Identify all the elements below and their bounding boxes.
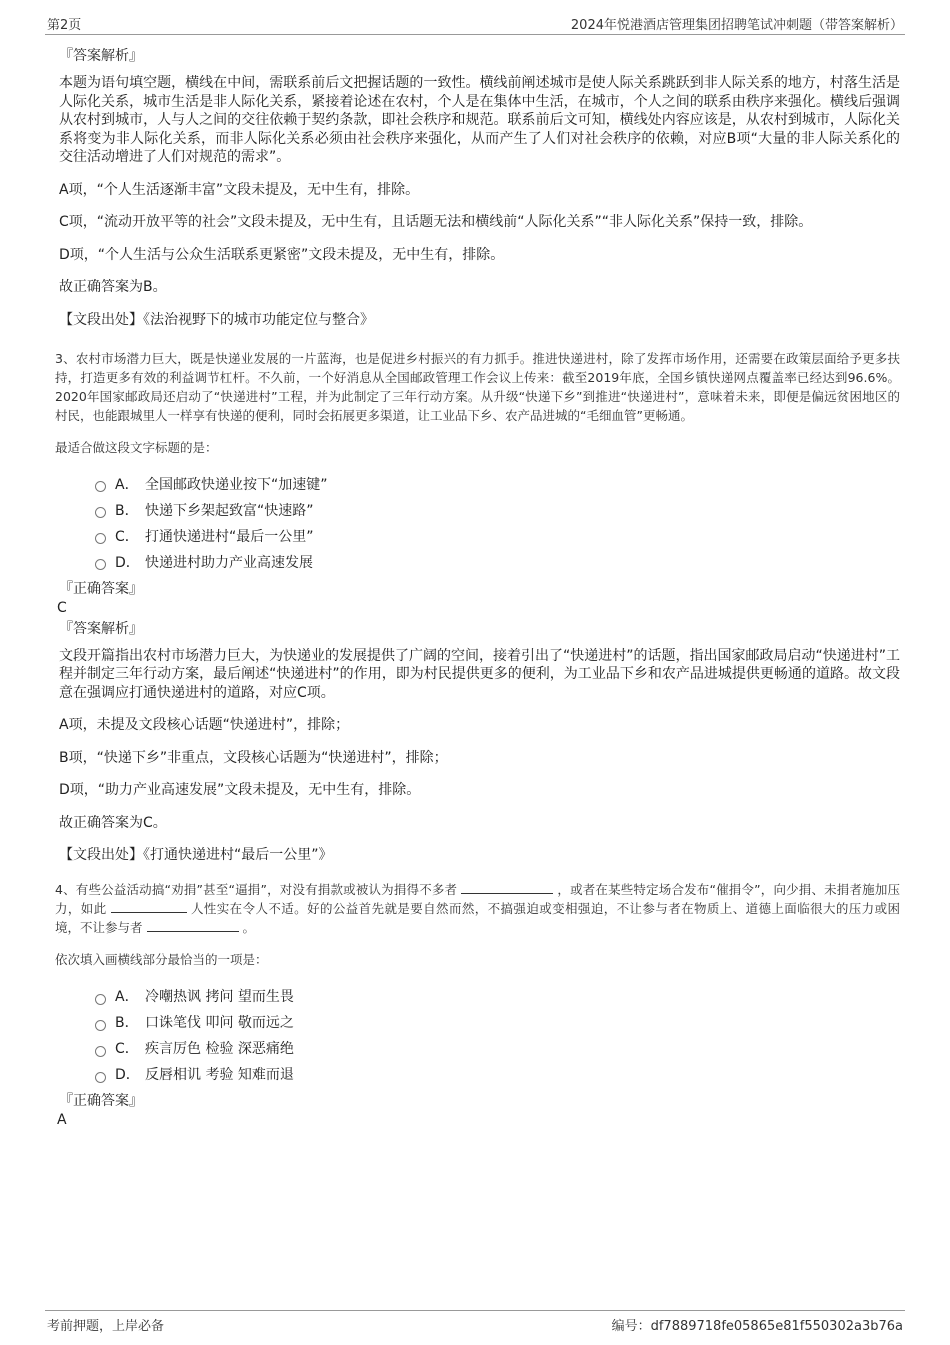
q4-options <box>95 983 900 1087</box>
q3-elimination-b: B项，“快递下乡”非重点，文段核心话题为“快递进村”，排除； <box>59 749 448 766</box>
q3-stem: 3、农村市场潜力巨大，既是快递业发展的一片蓝海，也是促进乡村振兴的有力抓手。推进快递进村，除了发挥市场作用，还需要在政策层面给予更多扶持，打造更多有效的利益调节杠杆。不久前，一个好消息从全国邮政管理工作会议上传来：截至2019年底，全国乡镇快递网点覆盖率已经达到96.6%。2020年国家邮政局还启动了“快递进村”工程，并为此制定了三年行动方案。从升级“快递下乡”到推进“快递进村”，意味着未来，即便是偏远贫困地区的村民，也能跟城里人一样享有快递的便利，同时会拓展更多渠道，让工业品下乡、农产品进城的“毛细血管”更畅通。 <box>55 350 900 423</box>
radio-icon[interactable] <box>95 559 106 570</box>
q3-correct-header: 『正确答案』 <box>59 580 143 597</box>
footer-code-label: 编号： <box>611 1319 651 1334</box>
q4-stem: 4、有些公益活动搞“劝捐”甚至“逼捐”，对没有捐款或被认为捐得不多者 ，或者在某些特定场合发布“催捐令”，向少捐、未捐者施加压力，如此 人性实在令人不适。好的公益首先就是要自然而然，不搞强迫或变相强迫，不让参与者在物质上、道德上面临很大的压力或困境，不让参与者 。 <box>55 882 900 935</box>
blank-3 <box>147 919 239 932</box>
q3-elimination-d: D项，“助力产业高速发展”文段未提及，无中生有，排除。 <box>59 782 421 798</box>
q2-conclusion: 故正确答案为B。 <box>59 279 167 295</box>
q4-option-d[interactable]: D． 反唇相讥 考验 知难而退 <box>95 1061 900 1087</box>
q4-correct-answer: A <box>57 1112 67 1128</box>
page-header <box>45 14 905 35</box>
q2-analysis-text: 本题为语句填空题，横线在中间，需联系前后文把握话题的一致性。横线前阐述城市是使人际关系跳跃到非人际关系的地方，村落生活是人际化关系，城市生活是非人际化关系，紧接着论述在农村，个人是在集体中生活，在城市，个人之间的联系由秩序来强化。横线后强调从农村到城市，人与人之间的交往依赖于契约条款，即社会秩序和规范。联系前后文可知，横线处内容应该是，从农村到城市，人际化关系将变为非人际化关系，而非人际化关系必须由社会秩序来强化，从而产生了人们对社会秩序的依赖，对应B项“大量的非人际关系化的交往活动增进了人们对规范的需求”。 <box>59 75 900 165</box>
q4-option-c[interactable]: C． 疾言厉色 检验 深恶痛绝 <box>95 1035 900 1061</box>
blank-1 <box>461 881 553 894</box>
radio-icon[interactable] <box>95 1020 106 1031</box>
document-title: 2024年悦港酒店管理集团招聘笔试冲刺题（带答案解析） <box>570 18 903 33</box>
q2-elimination-d: D项，“个人生活与公众生活联系更紧密”文段未提及，无中生有，排除。 <box>59 246 505 263</box>
footer-slogan: 考前押题，上岸必备 <box>47 1319 165 1334</box>
radio-icon[interactable] <box>95 1046 106 1057</box>
q3-source: 【文段出处】《打通快递进村“最后一公里”》 <box>59 847 333 863</box>
question-4 <box>55 880 900 1129</box>
page-content <box>55 46 900 1131</box>
q3-option-c[interactable]: C． 打通快递进村“最后一公里” <box>95 523 900 549</box>
q4-prompt: 依次填入画横线部分最恰当的一项是： <box>55 952 268 967</box>
q3-conclusion: 故正确答案为C。 <box>59 814 167 831</box>
q3-elimination-a: A项，未提及文段核心话题“快递进村”，排除； <box>59 717 350 733</box>
q3-option-b[interactable]: B． 快递下乡架起致富“快速路” <box>95 497 900 523</box>
q2-analysis-section <box>55 46 900 329</box>
q4-correct-header: 『正确答案』 <box>59 1093 143 1109</box>
footer-code-value: df7889718fe05865e81f550302a3b76a <box>650 1319 903 1334</box>
q3-option-d[interactable]: D． 快递进村助力产业高速发展 <box>95 549 900 575</box>
q3-prompt: 最适合做这段文字标题的是： <box>55 439 218 455</box>
q2-analysis-header: 『答案解析』 <box>59 48 143 64</box>
q3-analysis-header: 『答案解析』 <box>59 620 143 637</box>
q3-analysis-text: 文段开篇指出农村市场潜力巨大，为快递业的发展提供了广阔的空间，接着引出了“快递进村”的话题，指出国家邮政局启动“快递进村”工程并制定三年行动方案，最后阐述“快递进村”的作用，即为村民提供更多的便利，为工业品下乡和农产品进城提供更畅通的道路。故文段意在强调应打通快递进村的道路，对应C项。 <box>59 647 901 701</box>
q2-elimination-c: C项，“流动开放平等的社会”文段未提及，无中生有，且话题无法和横线前“人际化关系”“非人际化关系”保持一致，排除。 <box>59 214 813 230</box>
radio-icon[interactable] <box>95 1072 106 1083</box>
blank-2 <box>111 900 187 913</box>
q4-option-b[interactable]: B． 口诛笔伐 叩问 敬而远之 <box>95 1009 900 1035</box>
q4-option-a[interactable]: A． 冷嘲热讽 拷问 望而生畏 <box>95 983 900 1009</box>
question-3 <box>55 349 900 865</box>
page-number: 第2页 <box>47 18 82 33</box>
q3-options <box>95 471 900 575</box>
q3-correct-answer: C <box>57 599 67 616</box>
q3-option-a[interactable]: A． 全国邮政快递业按下“加速键” <box>95 471 900 497</box>
radio-icon[interactable] <box>95 533 106 544</box>
radio-icon[interactable] <box>95 507 106 518</box>
radio-icon[interactable] <box>95 994 106 1005</box>
q2-elimination-a: A项，“个人生活逐渐丰富”文段未提及，无中生有，排除。 <box>59 181 420 198</box>
radio-icon[interactable] <box>95 481 106 492</box>
q2-source: 【文段出处】《法治视野下的城市功能定位与整合》 <box>59 311 374 328</box>
page-footer <box>45 1310 905 1335</box>
footer-code <box>612 1315 903 1334</box>
